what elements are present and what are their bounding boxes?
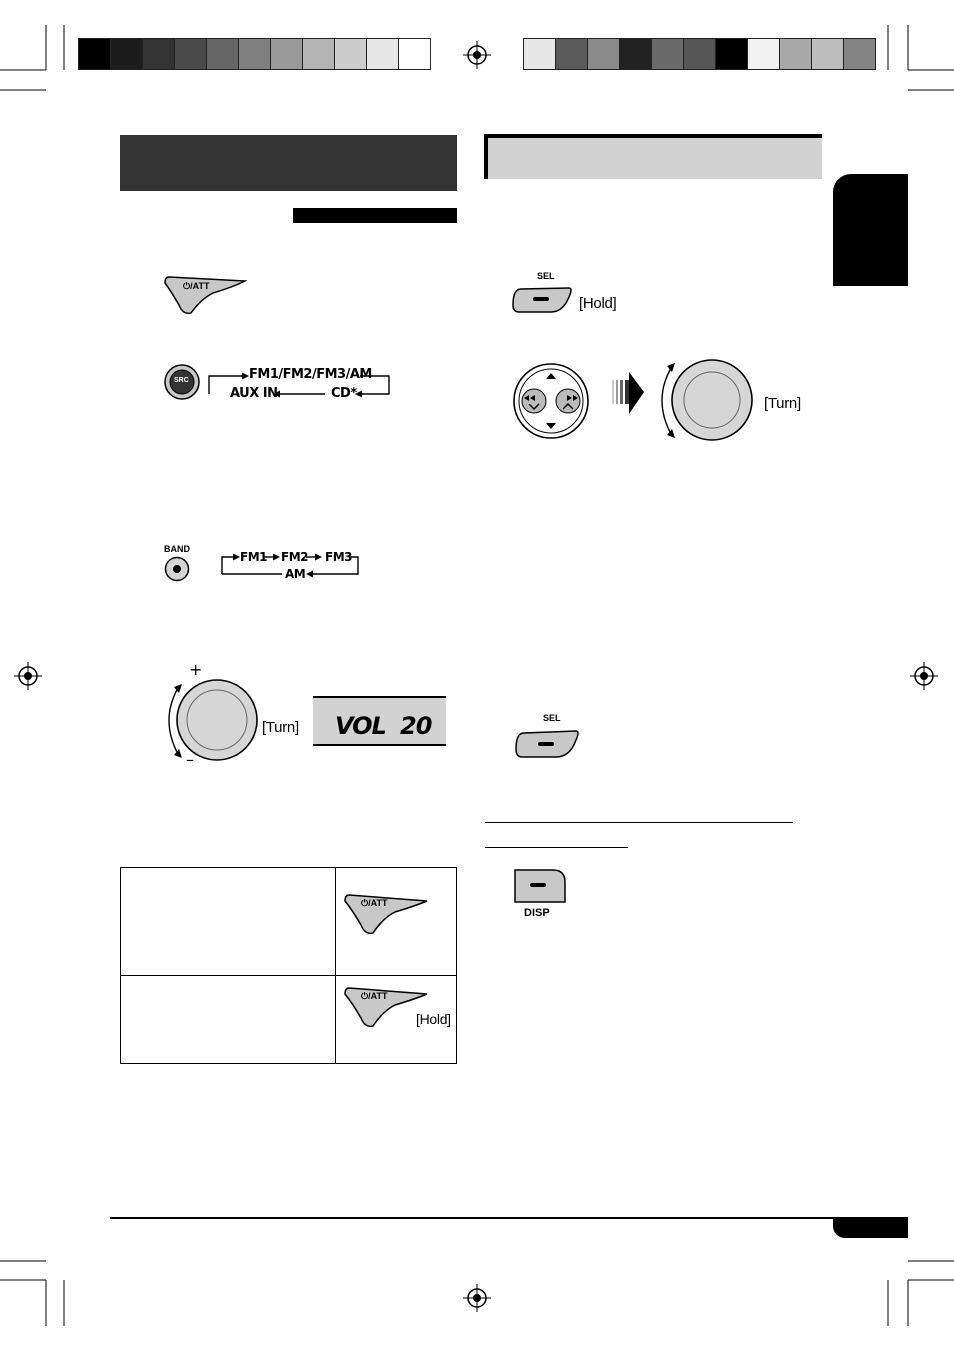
color-swatch bbox=[110, 38, 143, 70]
band-fm2: FM2 bbox=[281, 550, 308, 564]
color-swatch bbox=[555, 38, 588, 70]
sel-button-press[interactable] bbox=[514, 728, 580, 760]
volume-display-value: 20 bbox=[400, 712, 432, 740]
sel-label: SEL bbox=[543, 713, 561, 723]
color-swatch bbox=[334, 38, 367, 70]
volume-turn-label: [Turn] bbox=[262, 719, 299, 736]
disp-label: DISP bbox=[524, 907, 550, 919]
disp-button-shape-icon bbox=[513, 868, 567, 904]
color-swatch bbox=[174, 38, 207, 70]
color-swatch bbox=[683, 38, 716, 70]
table-column-divider bbox=[335, 868, 336, 1063]
color-swatch bbox=[651, 38, 684, 70]
src-label: SRC bbox=[174, 377, 189, 384]
volume-display-label: VOL bbox=[335, 712, 386, 740]
band-fm1: FM1 bbox=[240, 550, 267, 564]
registration-mark-icon bbox=[463, 41, 491, 69]
rotary-knob-icon[interactable] bbox=[655, 356, 755, 444]
volume-knob-icon[interactable] bbox=[160, 672, 260, 768]
band-am: AM bbox=[285, 567, 306, 581]
power-att-button[interactable] bbox=[163, 273, 247, 317]
rule-long bbox=[485, 822, 793, 823]
color-swatch bbox=[747, 38, 780, 70]
transition-arrow-icon bbox=[610, 368, 646, 418]
registration-mark-icon bbox=[463, 1284, 491, 1312]
power-hold-label: [Hold] bbox=[416, 1011, 451, 1027]
subheader-black-bar bbox=[293, 208, 457, 223]
section-header-light bbox=[484, 134, 822, 179]
volume-plus-label: + bbox=[189, 660, 203, 679]
color-swatch bbox=[302, 38, 335, 70]
color-swatch bbox=[811, 38, 844, 70]
band-label: BAND bbox=[164, 544, 190, 554]
registration-mark-icon bbox=[14, 662, 42, 690]
rule-short bbox=[485, 847, 628, 848]
power-att-button-press[interactable] bbox=[343, 891, 429, 937]
table-row-divider bbox=[121, 975, 456, 976]
color-swatch bbox=[238, 38, 271, 70]
source-cycle-aux-in: AUX IN bbox=[230, 386, 278, 401]
registration-mark-icon bbox=[910, 662, 938, 690]
color-swatch bbox=[523, 38, 556, 70]
disp-button[interactable] bbox=[513, 868, 567, 904]
color-swatch bbox=[587, 38, 620, 70]
color-swatch bbox=[366, 38, 399, 70]
band-fm3: FM3 bbox=[325, 550, 352, 564]
sel-label: SEL bbox=[537, 271, 555, 281]
color-swatch bbox=[78, 38, 111, 70]
band-button-shape-icon bbox=[164, 556, 190, 582]
sel-hold-label: [Hold] bbox=[579, 295, 617, 312]
volume-display bbox=[313, 696, 446, 746]
power-att-button-shape-icon bbox=[163, 273, 247, 317]
section-header-dark bbox=[120, 135, 457, 191]
sel-button-hold[interactable] bbox=[511, 285, 573, 315]
sel-button-shape-icon bbox=[511, 285, 573, 315]
color-swatch bbox=[142, 38, 175, 70]
volume-minus-label: – bbox=[186, 750, 194, 769]
src-button[interactable] bbox=[164, 364, 200, 400]
power-att-label: ⏻/ATT bbox=[361, 898, 388, 908]
color-swatch bbox=[270, 38, 303, 70]
color-swatch bbox=[206, 38, 239, 70]
color-swatch bbox=[398, 38, 431, 70]
rotary-turn-label: [Turn] bbox=[764, 395, 801, 412]
power-att-label: ⏻/ATT bbox=[183, 281, 210, 291]
sel-button-shape-icon bbox=[514, 728, 580, 760]
footer-rule bbox=[110, 1217, 908, 1219]
power-att-label: ⏻/ATT bbox=[361, 991, 388, 1001]
color-swatch bbox=[715, 38, 748, 70]
page-number-tab bbox=[833, 1217, 908, 1238]
source-cycle-cd: CD* bbox=[331, 386, 357, 401]
language-side-tab bbox=[833, 174, 908, 286]
source-cycle-top: FM1/FM2/FM3/AM bbox=[249, 367, 372, 382]
band-button[interactable] bbox=[164, 556, 190, 582]
color-swatch bbox=[619, 38, 652, 70]
color-swatch bbox=[843, 38, 876, 70]
color-swatch bbox=[779, 38, 812, 70]
control-pad-icon[interactable] bbox=[512, 362, 590, 440]
